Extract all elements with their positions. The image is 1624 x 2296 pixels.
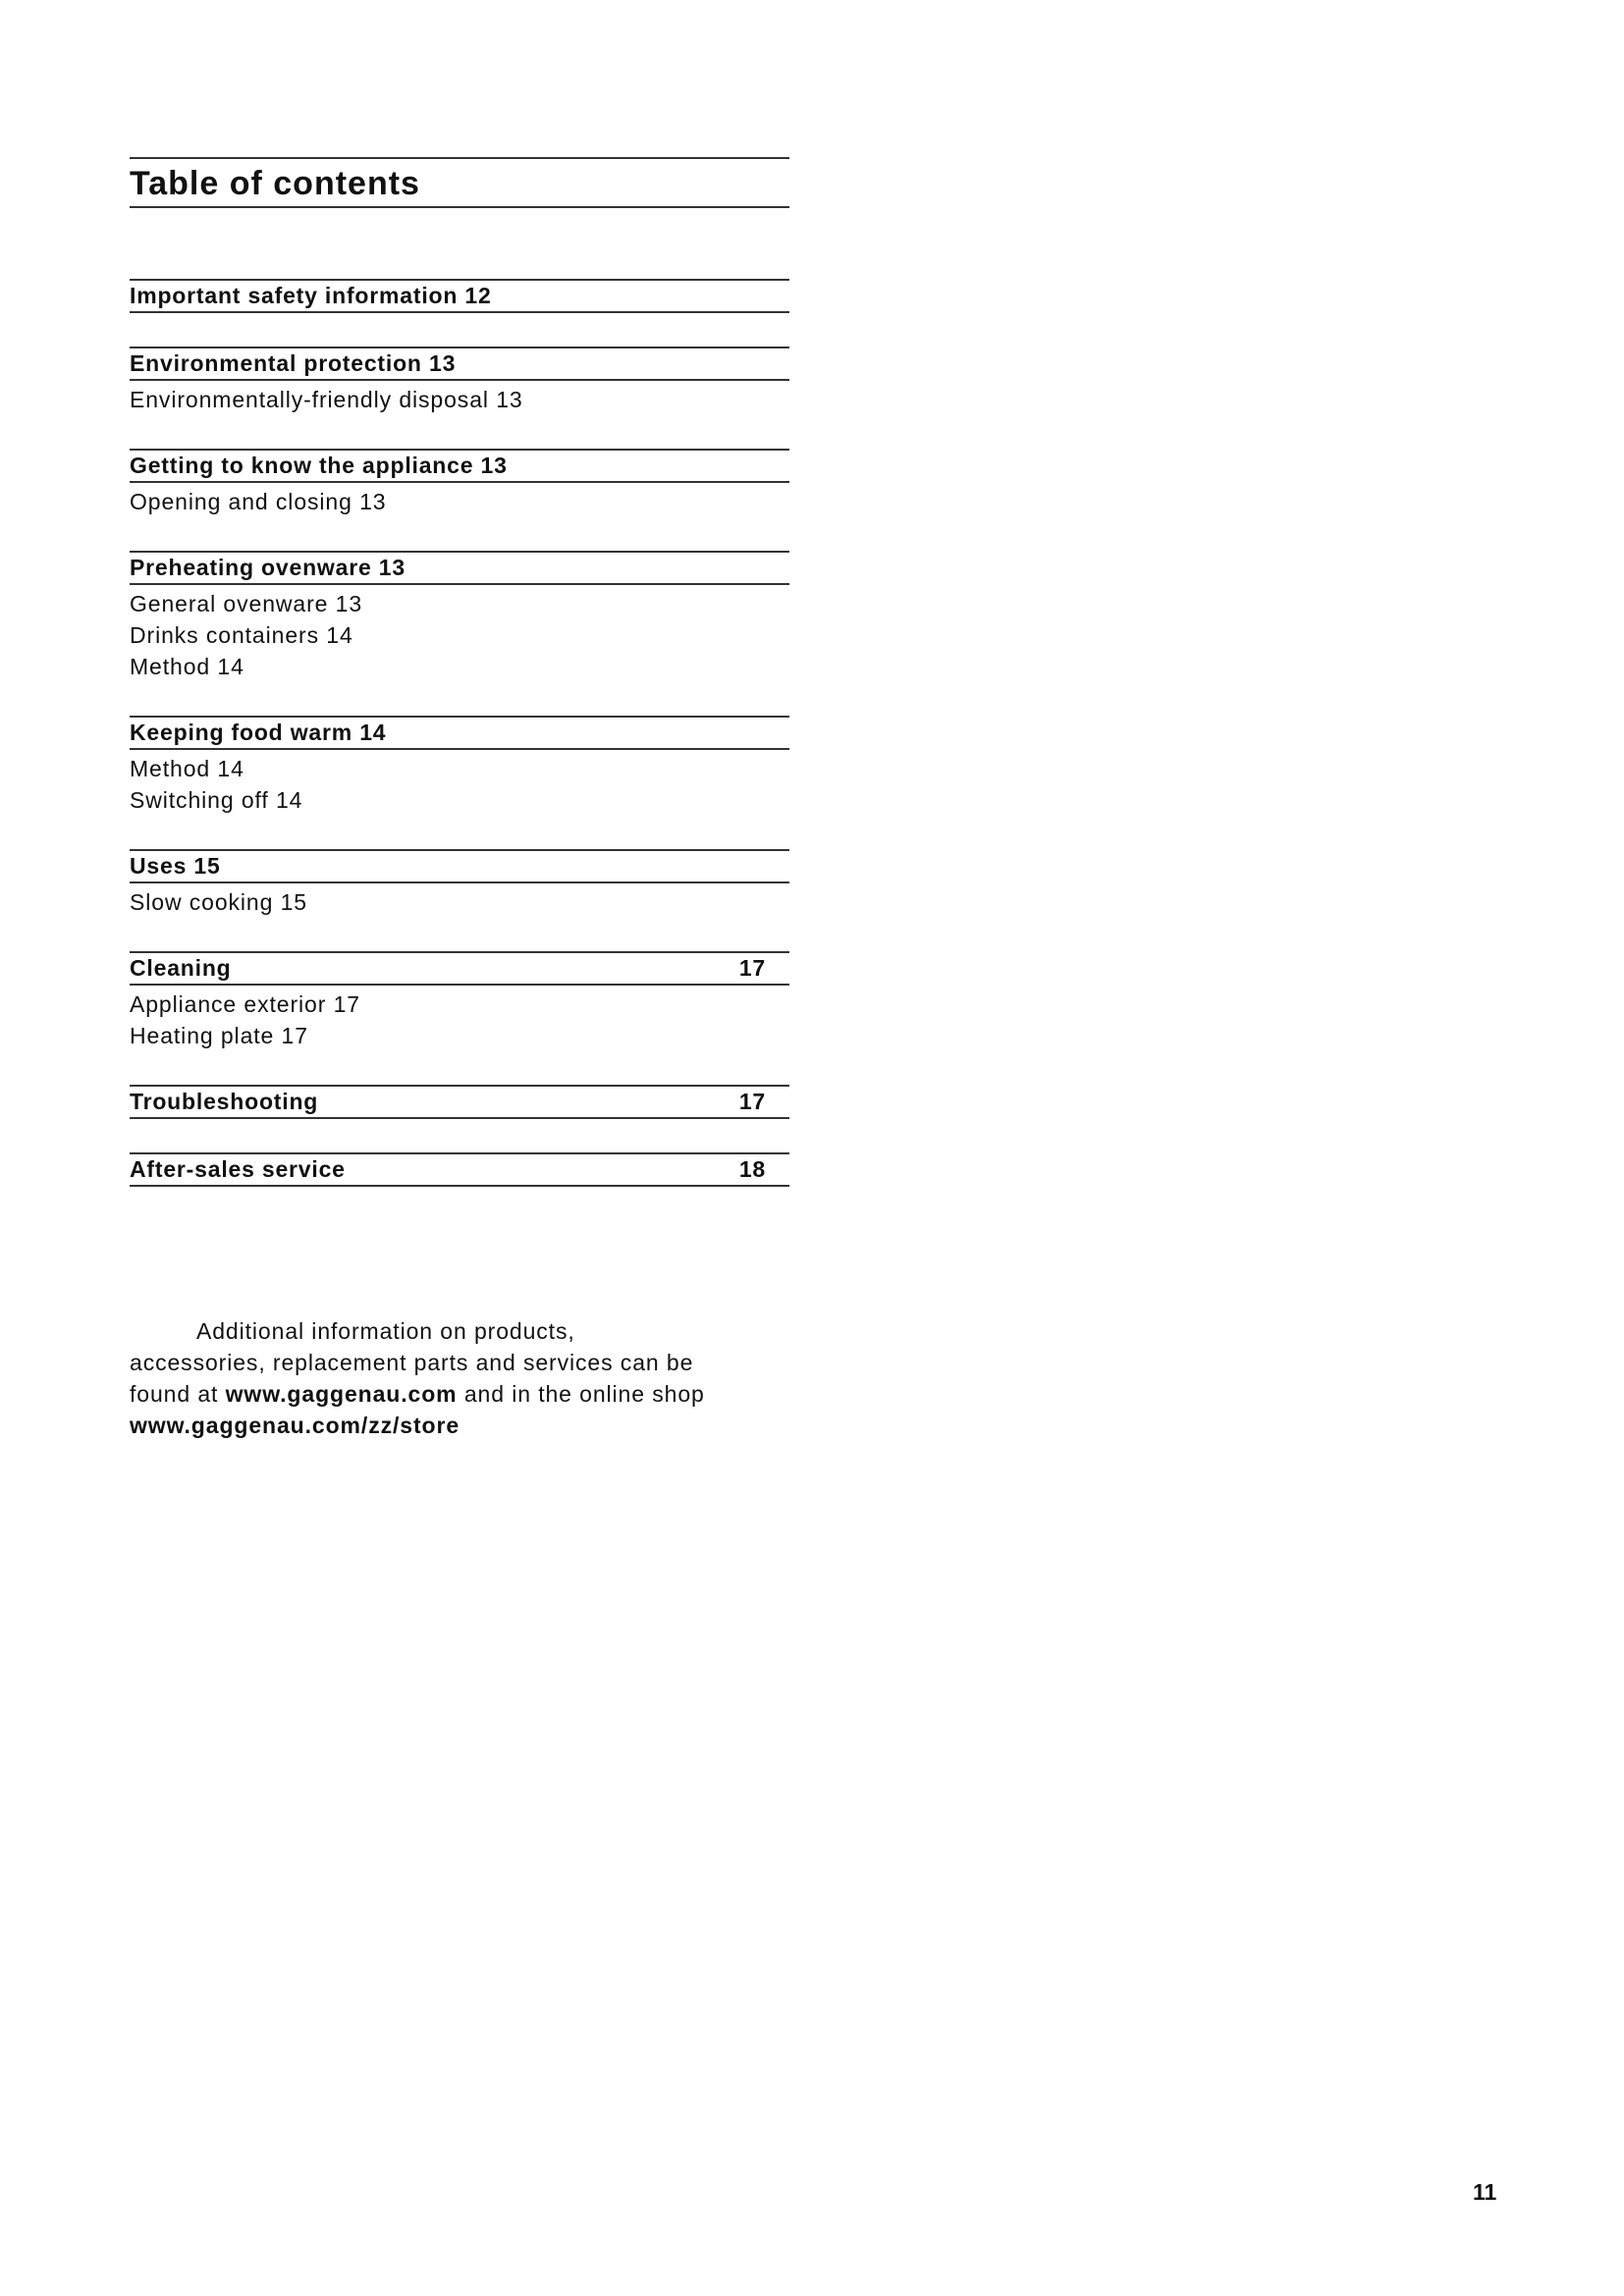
toc-section-heading[interactable] — [130, 279, 789, 313]
toc-section — [130, 1152, 789, 1187]
toc-heading-text: Environmental protection 13 — [130, 350, 457, 376]
info-line-3 — [130, 1378, 797, 1410]
toc-heading-text: Keeping food warm 14 — [130, 720, 387, 745]
toc-subitem[interactable]: Slow cooking 15 — [130, 889, 307, 915]
toc-section-heading[interactable] — [130, 1152, 789, 1187]
info-line-4 — [130, 1410, 797, 1441]
toc-section — [130, 449, 789, 517]
toc-subitem[interactable]: General ovenware 13 — [130, 591, 363, 616]
toc-subitems — [130, 750, 789, 816]
toc-subitem[interactable]: Method 14 — [130, 756, 244, 781]
toc-section-heading[interactable] — [130, 551, 789, 585]
toc-subitems — [130, 381, 789, 415]
toc-section-heading[interactable] — [130, 449, 789, 483]
toc-title: Table of contents — [130, 157, 789, 208]
toc-heading-text: Troubleshooting — [130, 1089, 319, 1114]
toc-section — [130, 849, 789, 918]
toc-subitems — [130, 483, 789, 517]
toc-section — [130, 551, 789, 682]
toc-section-heading[interactable] — [130, 849, 789, 883]
toc-subitems — [130, 883, 789, 918]
toc-heading-page: 18 — [738, 1156, 766, 1182]
store-link[interactable]: www.gaggenau.com/zz/store — [130, 1413, 460, 1438]
additional-info — [130, 1315, 797, 1441]
toc-subitem[interactable]: Heating plate 17 — [130, 1023, 308, 1048]
toc-heading-page: 17 — [738, 1089, 766, 1114]
toc-subitem[interactable]: Appliance exterior 17 — [130, 991, 360, 1017]
toc-section — [130, 279, 789, 313]
toc-section — [130, 1085, 789, 1119]
toc-heading-text: Uses 15 — [130, 853, 221, 879]
info-line-2: accessories, replacement parts and services can be — [130, 1350, 694, 1375]
page-number: 11 — [1473, 2179, 1497, 2205]
toc-subitem[interactable]: Drinks containers 14 — [130, 622, 353, 648]
toc-subitem[interactable]: Opening and closing 13 — [130, 489, 387, 514]
toc-sections — [130, 279, 789, 1187]
toc-subitems — [130, 585, 789, 682]
toc-subitems — [130, 986, 789, 1051]
toc-section-heading[interactable] — [130, 1085, 789, 1119]
website-link[interactable]: www.gaggenau.com — [225, 1381, 458, 1407]
toc-section-heading[interactable] — [130, 347, 789, 381]
toc-section-heading[interactable] — [130, 951, 789, 986]
toc-heading-text: Important safety information 12 — [130, 283, 492, 308]
toc-heading-text: Preheating ovenware 13 — [130, 555, 406, 580]
toc-heading-text: After-sales service — [130, 1156, 346, 1182]
toc-heading-page: 17 — [738, 955, 766, 981]
toc-subitem[interactable]: Switching off 14 — [130, 787, 303, 813]
toc-heading-text: Cleaning — [130, 955, 232, 981]
toc-heading-text: Getting to know the appliance 13 — [130, 453, 508, 478]
toc-section — [130, 951, 789, 1051]
info-line-3-prefix: found at — [130, 1381, 226, 1407]
info-line-3-suffix: and in the online shop — [457, 1381, 705, 1407]
toc-subitem[interactable]: Method 14 — [130, 654, 244, 679]
toc-subitem[interactable]: Environmentally-friendly disposal 13 — [130, 387, 523, 412]
toc-section — [130, 347, 789, 415]
toc-section — [130, 716, 789, 816]
info-line-1: Additional information on products, — [196, 1318, 575, 1344]
table-of-contents — [130, 157, 789, 1220]
toc-section-heading[interactable] — [130, 716, 789, 750]
